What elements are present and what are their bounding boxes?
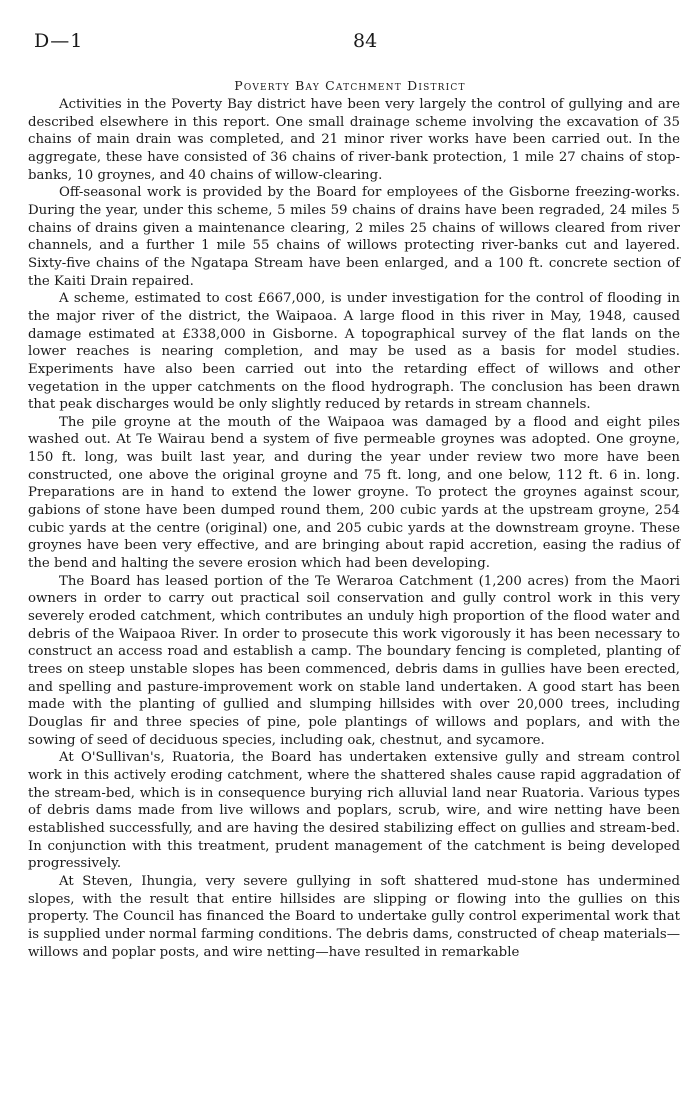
- paragraph: Activities in the Poverty Bay district have been very largely the control of gullying and are described elsewhere in this report. One small drainage scheme involving the excavation of 35 chains of main drain was completed, and 21 minor river works have been carried out. In the aggregate, these have consisted of 36 chains of river-bank protection, 1 mile 27 chains of stop-banks, 10 groynes, and 40 chains of willow-clearing.: [28, 97, 680, 183]
- paragraph: At Steven, Ihungia, very severe gullying in soft shattered mud-stone has undermined slopes, with the result that entire hillsides are slipping or flowing into the gullies on this property. The Council has financed the Board to undertake gully control experimental work that is supplied under normal farming conditions. The debris dams, constructed of cheap materials—willows and poplar posts, and wire netting—have resulted in remarkable: [28, 873, 680, 960]
- paragraph: The Board has leased portion of the Te Weraroa Catchment (1,200 acres) from the Maori owners in order to carry out practical soil conservation and gully control work in this very severely eroded catchment, which contributes an unduly high proportion of the flood water and debris of the Waipaoa River. In order to prosecute this work vigorously it has been necessary to construct an access road and establish a camp. The boundary fencing is completed, planting of trees on steep unstable slopes has been commenced, debris dams in gullies have been erected, and spelling and pasture-improvement work on stable land undertaken. A good start has been made with the planting of gullied and slumping hillsides with over 20,000 trees, including Douglas fir and three species of pine, pole plantings of willows and poplars, and with the sowing of seed of deciduous species, including oak, chestnut, and sycamore.: [28, 573, 680, 748]
- page-number: 84: [353, 30, 378, 52]
- paragraph: At O'Sullivan's, Ruatoria, the Board has undertaken extensive gully and stream control work in this actively eroding catchment, where the shattered shales cause rapid aggradation of the stream-bed, which is in consequence burying rich alluvial land near Ruatoria. Various types of debris dams made from live willows and poplars, scrub, wire, and wire netting have been established successfully, and are having the desired stabilizing effect on gullies and stream-bed. In conjunction with this treatment, prudent management of the catchment is being developed progressively.: [28, 750, 680, 872]
- section-title: Poverty Bay Catchment District: [234, 78, 466, 93]
- body-text: [28, 96, 680, 961]
- page-header: [20, 30, 680, 60]
- paragraph: Off-seasonal work is provided by the Board for employees of the Gisborne freezing-works. During the year, under this scheme, 5 miles 59 chains of drains have been regraded, 24 miles 5 chains of drains given a maintenance clearing, 2 miles 25 chains of willows cleared from river channels, and a further 1 mile 55 chains of willows protecting river-banks cut and layered. Sixty-five chains of the Ngatapa Stream have been enlarged, and a 100 ft. concrete section of the Kaiti Drain repaired.: [28, 185, 680, 289]
- document-reference: D—1: [34, 30, 84, 52]
- paragraph: The pile groyne at the mouth of the Waipaoa was damaged by a flood and eight piles washed out. At Te Wairau bend a system of five permeable groynes was adopted. One groyne, 150 ft. long, was built last year, and during the year under review two more have been constructed, one above the original groyne and 75 ft. long, and one below, 112 ft. 6 in. long. Preparations are in hand to extend the lower groyne. To protect the groynes against scour, gabions of stone have been dumped round them, 200 cubic yards at the upstream groyne, 254 cubic yards at the centre (original) one, and 205 cubic yards at the downstream groyne. These groynes have been very effective, and are bringing about rapid accretion, easing the radius of the bend and halting the severe erosion which had been developing.: [28, 414, 680, 572]
- paragraph: A scheme, estimated to cost £667,000, is under investigation for the control of flooding in the major river of the district, the Waipaoa. A large flood in this river in May, 1948, caused damage estimated at £338,000 in Gisborne. A topographical survey of the flat lands on the lower reaches is nearing completion, and may be used as a basis for model studies. Experiments have also been carried out into the retarding effect of willows and other vegetation in the upper catchments on the flood hydrograph. The conclusion has been drawn that peak discharges would be only slightly reduced by retards in stream channels.: [28, 291, 680, 413]
